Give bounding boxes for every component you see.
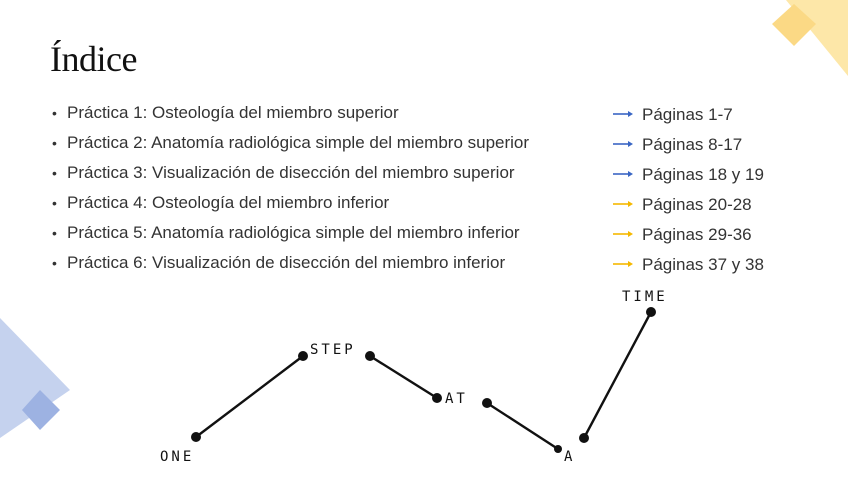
practice-label: Práctica 1: Osteología del miembro superior	[67, 103, 399, 122]
bullet-icon: •	[52, 165, 57, 181]
sketch-word-at: AT	[445, 391, 468, 407]
page-range-label: Páginas 37 y 38	[642, 255, 764, 274]
page-title: Índice	[50, 39, 137, 79]
bullet-icon: •	[52, 255, 57, 271]
bullet-icon: •	[52, 225, 57, 241]
page-range-label: Páginas 29-36	[642, 225, 752, 244]
page-range-label: Páginas 20-28	[642, 195, 752, 214]
page-range-label: Páginas 8-17	[642, 135, 743, 154]
practice-label: Práctica 4: Osteología del miembro inferior	[67, 193, 390, 212]
sketch-word-one: ONE	[160, 449, 195, 465]
bullet-icon: •	[52, 105, 57, 121]
page-range-label: Páginas 1-7	[642, 105, 733, 124]
practice-label: Práctica 3: Visualización de disección del miembro superior	[67, 163, 515, 182]
bullet-icon: •	[52, 195, 57, 211]
practice-label: Práctica 2: Anatomía radiológica simple del miembro superior	[67, 133, 530, 152]
sketch-word-time: TIME	[622, 289, 668, 305]
sketch-word-step: STEP	[310, 342, 356, 358]
sketch-word-a: A	[564, 449, 576, 465]
page-range-label: Páginas 18 y 19	[642, 165, 764, 184]
practice-label: Práctica 5: Anatomía radiológica simple del miembro inferior	[67, 223, 520, 242]
bullet-icon: •	[52, 135, 57, 151]
practice-label: Práctica 6: Visualización de disección del miembro inferior	[67, 253, 506, 272]
